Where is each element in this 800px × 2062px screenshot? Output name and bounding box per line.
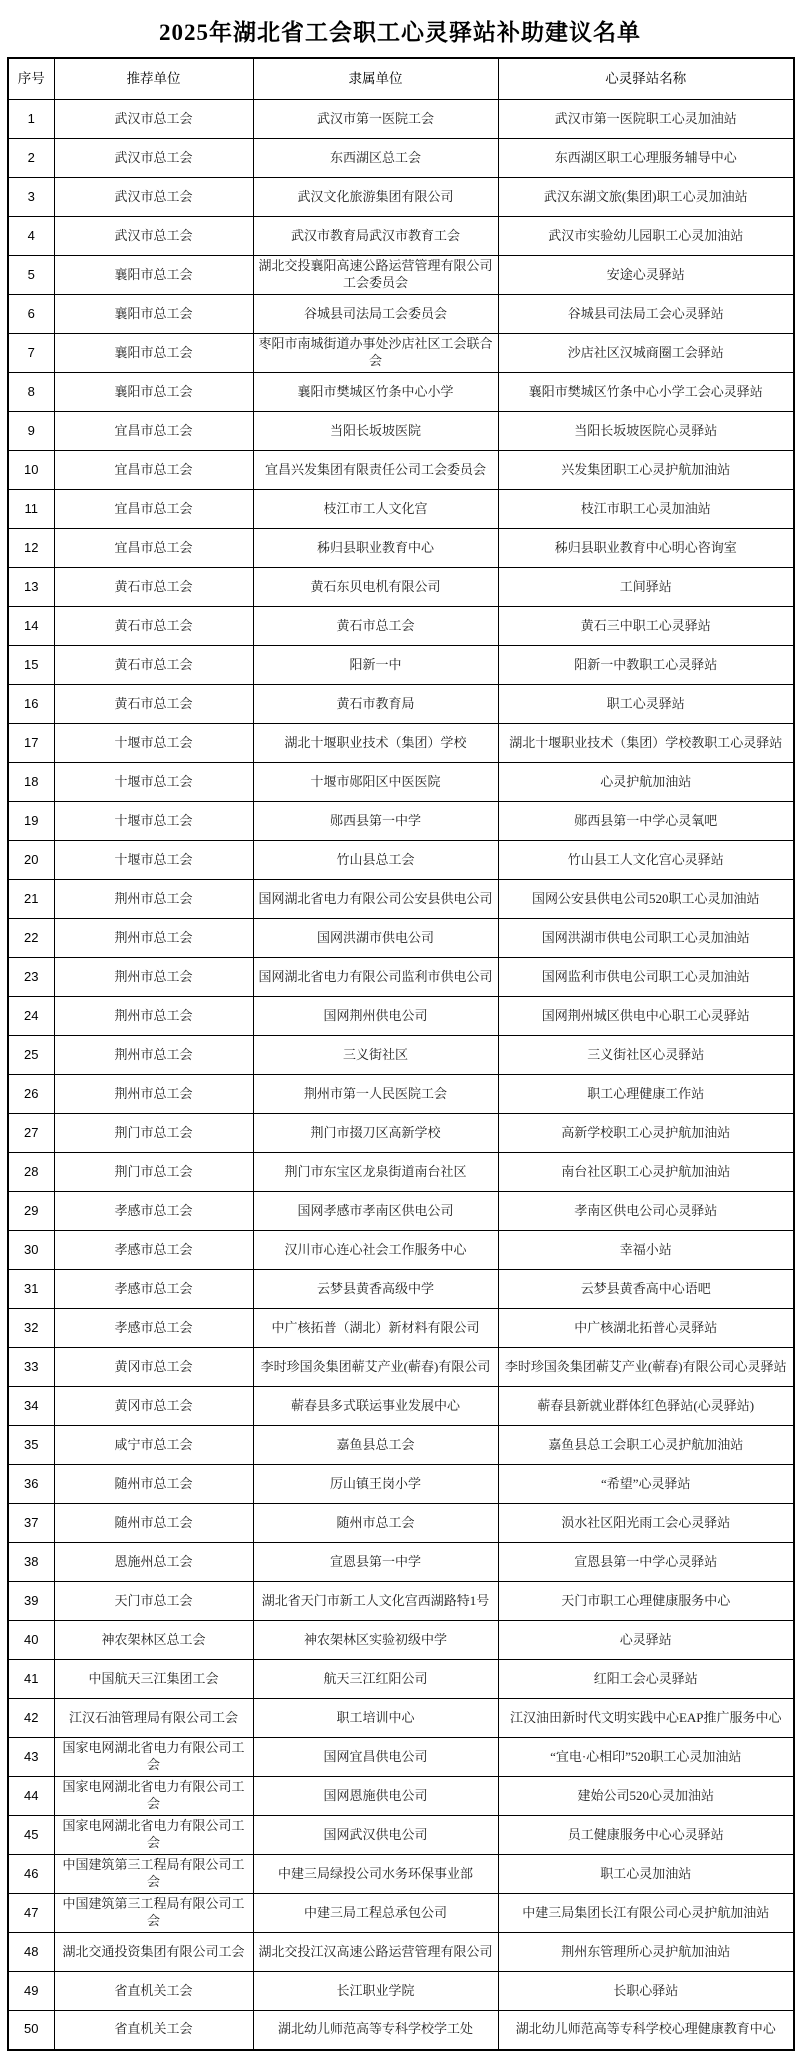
table-row [8,451,794,490]
table-row [8,1114,794,1153]
recommending-unit-cell: 孝感市总工会 [54,1270,253,1309]
affiliated-unit-cell: 国网洪湖市供电公司 [253,919,498,958]
affiliated-unit-cell: 黄石市总工会 [253,607,498,646]
station-name-cell: 高新学校职工心灵护航加油站 [498,1114,794,1153]
station-name-cell: 三义街社区心灵驿站 [498,1036,794,1075]
recommending-unit-cell: 宜昌市总工会 [54,451,253,490]
serial-number-cell: 42 [8,1699,54,1738]
recommending-unit-cell: 随州市总工会 [54,1504,253,1543]
column-header-station-name: 心灵驿站名称 [498,58,794,100]
serial-number-cell: 40 [8,1621,54,1660]
affiliated-unit-cell: 武汉市教育局武汉市教育工会 [253,217,498,256]
station-name-cell: 湖北幼儿师范高等专科学校心理健康教育中心 [498,2011,794,2050]
recommending-unit-cell: 中国建筑第三工程局有限公司工会 [54,1894,253,1933]
table-row [8,1660,794,1699]
affiliated-unit-cell: 厉山镇王岗小学 [253,1465,498,1504]
column-header-recommending-unit: 推荐单位 [54,58,253,100]
table-row [8,997,794,1036]
table-row [8,1738,794,1777]
affiliated-unit-cell: 当阳长坂坡医院 [253,412,498,451]
recommending-unit-cell: 荆州市总工会 [54,958,253,997]
station-name-cell: 李时珍国灸集团蕲艾产业(蕲春)有限公司心灵驿站 [498,1348,794,1387]
table-row [8,880,794,919]
recommending-unit-cell: 中国建筑第三工程局有限公司工会 [54,1855,253,1894]
table-row [8,1426,794,1465]
station-name-cell: 竹山县工人文化宫心灵驿站 [498,841,794,880]
station-name-cell: “希望”心灵驿站 [498,1465,794,1504]
serial-number-cell: 36 [8,1465,54,1504]
serial-number-cell: 5 [8,256,54,295]
recommending-unit-cell: 十堰市总工会 [54,802,253,841]
station-name-cell: 国网荆州城区供电中心职工心灵驿站 [498,997,794,1036]
serial-number-cell: 6 [8,295,54,334]
recommending-unit-cell: 国家电网湖北省电力有限公司工会 [54,1816,253,1855]
table-row [8,529,794,568]
serial-number-cell: 22 [8,919,54,958]
recommending-unit-cell: 省直机关工会 [54,1972,253,2011]
affiliated-unit-cell: 襄阳市樊城区竹条中心小学 [253,373,498,412]
station-name-cell: 职工心灵驿站 [498,685,794,724]
table-row [8,373,794,412]
recommending-unit-cell: 襄阳市总工会 [54,334,253,373]
station-name-cell: 秭归县职业教育中心明心咨询室 [498,529,794,568]
affiliated-unit-cell: 郧西县第一中学 [253,802,498,841]
affiliated-unit-cell: 云梦县黄香高级中学 [253,1270,498,1309]
serial-number-cell: 50 [8,2011,54,2050]
serial-number-cell: 8 [8,373,54,412]
affiliated-unit-cell: 湖北幼儿师范高等专科学校学工处 [253,2011,498,2050]
table-row [8,763,794,802]
station-name-cell: 涢水社区阳光雨工会心灵驿站 [498,1504,794,1543]
affiliated-unit-cell: 武汉文化旅游集团有限公司 [253,178,498,217]
station-name-cell: 国网洪湖市供电公司职工心灵加油站 [498,919,794,958]
affiliated-unit-cell: 国网恩施供电公司 [253,1777,498,1816]
table-row [8,1348,794,1387]
affiliated-unit-cell: 国网武汉供电公司 [253,1816,498,1855]
station-name-cell: 工间驿站 [498,568,794,607]
serial-number-cell: 18 [8,763,54,802]
serial-number-cell: 44 [8,1777,54,1816]
recommending-unit-cell: 天门市总工会 [54,1582,253,1621]
affiliated-unit-cell: 国网湖北省电力有限公司监利市供电公司 [253,958,498,997]
serial-number-cell: 43 [8,1738,54,1777]
table-row [8,217,794,256]
table-row [8,1933,794,1972]
serial-number-cell: 16 [8,685,54,724]
station-name-cell: 江汉油田新时代文明实践中心EAP推广服务中心 [498,1699,794,1738]
table-row [8,256,794,295]
serial-number-cell: 46 [8,1855,54,1894]
affiliated-unit-cell: 枝江市工人文化宫 [253,490,498,529]
recommending-unit-cell: 江汉石油管理局有限公司工会 [54,1699,253,1738]
serial-number-cell: 29 [8,1192,54,1231]
station-name-cell: 沙店社区汉城商圈工会驿站 [498,334,794,373]
station-name-cell: 幸福小站 [498,1231,794,1270]
affiliated-unit-cell: 长江职业学院 [253,1972,498,2011]
recommending-unit-cell: 宜昌市总工会 [54,490,253,529]
table-row [8,2011,794,2050]
table-row [8,1543,794,1582]
affiliated-unit-cell: 蕲春县多式联运事业发展中心 [253,1387,498,1426]
table-row [8,958,794,997]
affiliated-unit-cell: 国网荆州供电公司 [253,997,498,1036]
station-name-cell: 武汉东湖文旅(集团)职工心灵加油站 [498,178,794,217]
recommending-unit-cell: 省直机关工会 [54,2011,253,2050]
table-row [8,646,794,685]
station-name-cell: 荆州东管理所心灵护航加油站 [498,1933,794,1972]
station-name-cell: 阳新一中教职工心灵驿站 [498,646,794,685]
serial-number-cell: 31 [8,1270,54,1309]
station-name-cell: 兴发集团职工心灵护航加油站 [498,451,794,490]
serial-number-cell: 32 [8,1309,54,1348]
serial-number-cell: 49 [8,1972,54,2011]
station-name-cell: 襄阳市樊城区竹条中心小学工会心灵驿站 [498,373,794,412]
station-name-cell: 心灵护航加油站 [498,763,794,802]
affiliated-unit-cell: 湖北省天门市新工人文化宫西湖路特1号 [253,1582,498,1621]
affiliated-unit-cell: 汉川市心连心社会工作服务中心 [253,1231,498,1270]
serial-number-cell: 24 [8,997,54,1036]
table-header-row [8,58,794,100]
table-row [8,1621,794,1660]
serial-number-cell: 28 [8,1153,54,1192]
serial-number-cell: 20 [8,841,54,880]
station-name-cell: 云梦县黄香高中心语吧 [498,1270,794,1309]
affiliated-unit-cell: 国网孝感市孝南区供电公司 [253,1192,498,1231]
recommending-unit-cell: 湖北交通投资集团有限公司工会 [54,1933,253,1972]
affiliated-unit-cell: 航天三江红阳公司 [253,1660,498,1699]
serial-number-cell: 11 [8,490,54,529]
table-row [8,1582,794,1621]
serial-number-cell: 10 [8,451,54,490]
table-row [8,139,794,178]
recommending-unit-cell: 黄石市总工会 [54,646,253,685]
table-row [8,1192,794,1231]
serial-number-cell: 47 [8,1894,54,1933]
serial-number-cell: 1 [8,100,54,139]
table-row [8,100,794,139]
table-row [8,1699,794,1738]
serial-number-cell: 17 [8,724,54,763]
affiliated-unit-cell: 三义街社区 [253,1036,498,1075]
table-row [8,685,794,724]
station-name-cell: 蕲春县新就业群体红色驿站(心灵驿站) [498,1387,794,1426]
station-name-cell: 南台社区职工心灵护航加油站 [498,1153,794,1192]
recommending-unit-cell: 咸宁市总工会 [54,1426,253,1465]
station-name-cell: 中广核湖北拓普心灵驿站 [498,1309,794,1348]
recommending-unit-cell: 黄冈市总工会 [54,1387,253,1426]
recommending-unit-cell: 荆州市总工会 [54,919,253,958]
station-name-cell: 职工心理健康工作站 [498,1075,794,1114]
station-name-cell: 枝江市职工心灵加油站 [498,490,794,529]
affiliated-unit-cell: 嘉鱼县总工会 [253,1426,498,1465]
station-name-cell: 宣恩县第一中学心灵驿站 [498,1543,794,1582]
roster-table [7,57,795,2051]
station-name-cell: 郧西县第一中学心灵氧吧 [498,802,794,841]
station-name-cell: 武汉市实验幼儿园职工心灵加油站 [498,217,794,256]
recommending-unit-cell: 荆州市总工会 [54,1036,253,1075]
table-row [8,295,794,334]
affiliated-unit-cell: 中建三局绿投公司水务环保事业部 [253,1855,498,1894]
serial-number-cell: 3 [8,178,54,217]
recommending-unit-cell: 孝感市总工会 [54,1309,253,1348]
table-row [8,334,794,373]
station-name-cell: “宜电·心相印”520职工心灵加油站 [498,1738,794,1777]
serial-number-cell: 48 [8,1933,54,1972]
station-name-cell: 员工健康服务中心心灵驿站 [498,1816,794,1855]
table-row [8,412,794,451]
affiliated-unit-cell: 枣阳市南城街道办事处沙店社区工会联合会 [253,334,498,373]
affiliated-unit-cell: 湖北交投江汉高速公路运营管理有限公司 [253,1933,498,1972]
station-name-cell: 天门市职工心理健康服务中心 [498,1582,794,1621]
recommending-unit-cell: 十堰市总工会 [54,724,253,763]
affiliated-unit-cell: 黄石东贝电机有限公司 [253,568,498,607]
table-row [8,1816,794,1855]
recommending-unit-cell: 孝感市总工会 [54,1231,253,1270]
affiliated-unit-cell: 湖北十堰职业技术（集团）学校 [253,724,498,763]
station-name-cell: 国网公安县供电公司520职工心灵加油站 [498,880,794,919]
table-row [8,490,794,529]
recommending-unit-cell: 武汉市总工会 [54,100,253,139]
serial-number-cell: 35 [8,1426,54,1465]
recommending-unit-cell: 十堰市总工会 [54,763,253,802]
recommending-unit-cell: 神农架林区总工会 [54,1621,253,1660]
table-row [8,607,794,646]
recommending-unit-cell: 襄阳市总工会 [54,256,253,295]
serial-number-cell: 19 [8,802,54,841]
serial-number-cell: 33 [8,1348,54,1387]
station-name-cell: 东西湖区职工心理服务辅导中心 [498,139,794,178]
affiliated-unit-cell: 神农架林区实验初级中学 [253,1621,498,1660]
affiliated-unit-cell: 中广核拓普（湖北）新材料有限公司 [253,1309,498,1348]
recommending-unit-cell: 黄石市总工会 [54,568,253,607]
recommending-unit-cell: 随州市总工会 [54,1465,253,1504]
station-name-cell: 孝南区供电公司心灵驿站 [498,1192,794,1231]
table-row [8,1777,794,1816]
serial-number-cell: 7 [8,334,54,373]
table-row [8,1309,794,1348]
recommending-unit-cell: 孝感市总工会 [54,1192,253,1231]
table-row [8,724,794,763]
serial-number-cell: 12 [8,529,54,568]
table-row [8,1153,794,1192]
serial-number-cell: 38 [8,1543,54,1582]
station-name-cell: 安途心灵驿站 [498,256,794,295]
station-name-cell: 谷城县司法局工会心灵驿站 [498,295,794,334]
recommending-unit-cell: 国家电网湖北省电力有限公司工会 [54,1777,253,1816]
affiliated-unit-cell: 国网湖北省电力有限公司公安县供电公司 [253,880,498,919]
recommending-unit-cell: 荆门市总工会 [54,1153,253,1192]
station-name-cell: 职工心灵加油站 [498,1855,794,1894]
station-name-cell: 心灵驿站 [498,1621,794,1660]
station-name-cell: 当阳长坂坡医院心灵驿站 [498,412,794,451]
affiliated-unit-cell: 谷城县司法局工会委员会 [253,295,498,334]
recommending-unit-cell: 荆门市总工会 [54,1114,253,1153]
recommending-unit-cell: 宜昌市总工会 [54,412,253,451]
recommending-unit-cell: 宜昌市总工会 [54,529,253,568]
affiliated-unit-cell: 黄石市教育局 [253,685,498,724]
serial-number-cell: 39 [8,1582,54,1621]
recommending-unit-cell: 国家电网湖北省电力有限公司工会 [54,1738,253,1777]
serial-number-cell: 9 [8,412,54,451]
affiliated-unit-cell: 宜昌兴发集团有限责任公司工会委员会 [253,451,498,490]
recommending-unit-cell: 荆州市总工会 [54,1075,253,1114]
recommending-unit-cell: 武汉市总工会 [54,217,253,256]
recommending-unit-cell: 黄冈市总工会 [54,1348,253,1387]
serial-number-cell: 27 [8,1114,54,1153]
table-row [8,802,794,841]
table-row [8,919,794,958]
station-name-cell: 黄石三中职工心灵驿站 [498,607,794,646]
affiliated-unit-cell: 阳新一中 [253,646,498,685]
affiliated-unit-cell: 荆门市掇刀区高新学校 [253,1114,498,1153]
table-row [8,1894,794,1933]
table-row [8,1972,794,2011]
serial-number-cell: 25 [8,1036,54,1075]
page-title: 2025年湖北省工会职工心灵驿站补助建议名单 [159,20,641,45]
station-name-cell: 建始公司520心灵加油站 [498,1777,794,1816]
affiliated-unit-cell: 秭归县职业教育中心 [253,529,498,568]
affiliated-unit-cell: 国网宜昌供电公司 [253,1738,498,1777]
recommending-unit-cell: 荆州市总工会 [54,997,253,1036]
table-row [8,1387,794,1426]
table-body [8,100,794,2050]
affiliated-unit-cell: 随州市总工会 [253,1504,498,1543]
serial-number-cell: 37 [8,1504,54,1543]
column-header-serial-number: 序号 [8,58,54,100]
affiliated-unit-cell: 竹山县总工会 [253,841,498,880]
affiliated-unit-cell: 武汉市第一医院工会 [253,100,498,139]
affiliated-unit-cell: 十堰市郧阳区中医医院 [253,763,498,802]
table-row [8,1270,794,1309]
affiliated-unit-cell: 荆州市第一人民医院工会 [253,1075,498,1114]
recommending-unit-cell: 襄阳市总工会 [54,295,253,334]
recommending-unit-cell: 荆州市总工会 [54,880,253,919]
table-row [8,1465,794,1504]
recommending-unit-cell: 十堰市总工会 [54,841,253,880]
station-name-cell: 国网监利市供电公司职工心灵加油站 [498,958,794,997]
station-name-cell: 嘉鱼县总工会职工心灵护航加油站 [498,1426,794,1465]
recommending-unit-cell: 中国航天三江集团工会 [54,1660,253,1699]
table-row [8,1504,794,1543]
recommending-unit-cell: 武汉市总工会 [54,139,253,178]
station-name-cell: 中建三局集团长江有限公司心灵护航加油站 [498,1894,794,1933]
station-name-cell: 武汉市第一医院职工心灵加油站 [498,100,794,139]
affiliated-unit-cell: 东西湖区总工会 [253,139,498,178]
table-row [8,1855,794,1894]
station-name-cell: 湖北十堰职业技术（集团）学校教职工心灵驿站 [498,724,794,763]
recommending-unit-cell: 武汉市总工会 [54,178,253,217]
serial-number-cell: 45 [8,1816,54,1855]
serial-number-cell: 2 [8,139,54,178]
affiliated-unit-cell: 湖北交投襄阳高速公路运营管理有限公司工会委员会 [253,256,498,295]
affiliated-unit-cell: 李时珍国灸集团蕲艾产业(蕲春)有限公司 [253,1348,498,1387]
table-row [8,841,794,880]
serial-number-cell: 14 [8,607,54,646]
affiliated-unit-cell: 荆门市东宝区龙泉街道南台社区 [253,1153,498,1192]
serial-number-cell: 13 [8,568,54,607]
serial-number-cell: 26 [8,1075,54,1114]
table-row [8,178,794,217]
serial-number-cell: 23 [8,958,54,997]
recommending-unit-cell: 恩施州总工会 [54,1543,253,1582]
affiliated-unit-cell: 中建三局工程总承包公司 [253,1894,498,1933]
table-row [8,568,794,607]
recommending-unit-cell: 襄阳市总工会 [54,373,253,412]
affiliated-unit-cell: 职工培训中心 [253,1699,498,1738]
serial-number-cell: 34 [8,1387,54,1426]
column-header-affiliated-unit: 隶属单位 [253,58,498,100]
recommending-unit-cell: 黄石市总工会 [54,685,253,724]
serial-number-cell: 15 [8,646,54,685]
table-row [8,1231,794,1270]
table-row [8,1075,794,1114]
table-row [8,1036,794,1075]
station-name-cell: 长职心驿站 [498,1972,794,2011]
serial-number-cell: 30 [8,1231,54,1270]
serial-number-cell: 21 [8,880,54,919]
recommending-unit-cell: 黄石市总工会 [54,607,253,646]
affiliated-unit-cell: 宣恩县第一中学 [253,1543,498,1582]
serial-number-cell: 41 [8,1660,54,1699]
station-name-cell: 红阳工会心灵驿站 [498,1660,794,1699]
serial-number-cell: 4 [8,217,54,256]
